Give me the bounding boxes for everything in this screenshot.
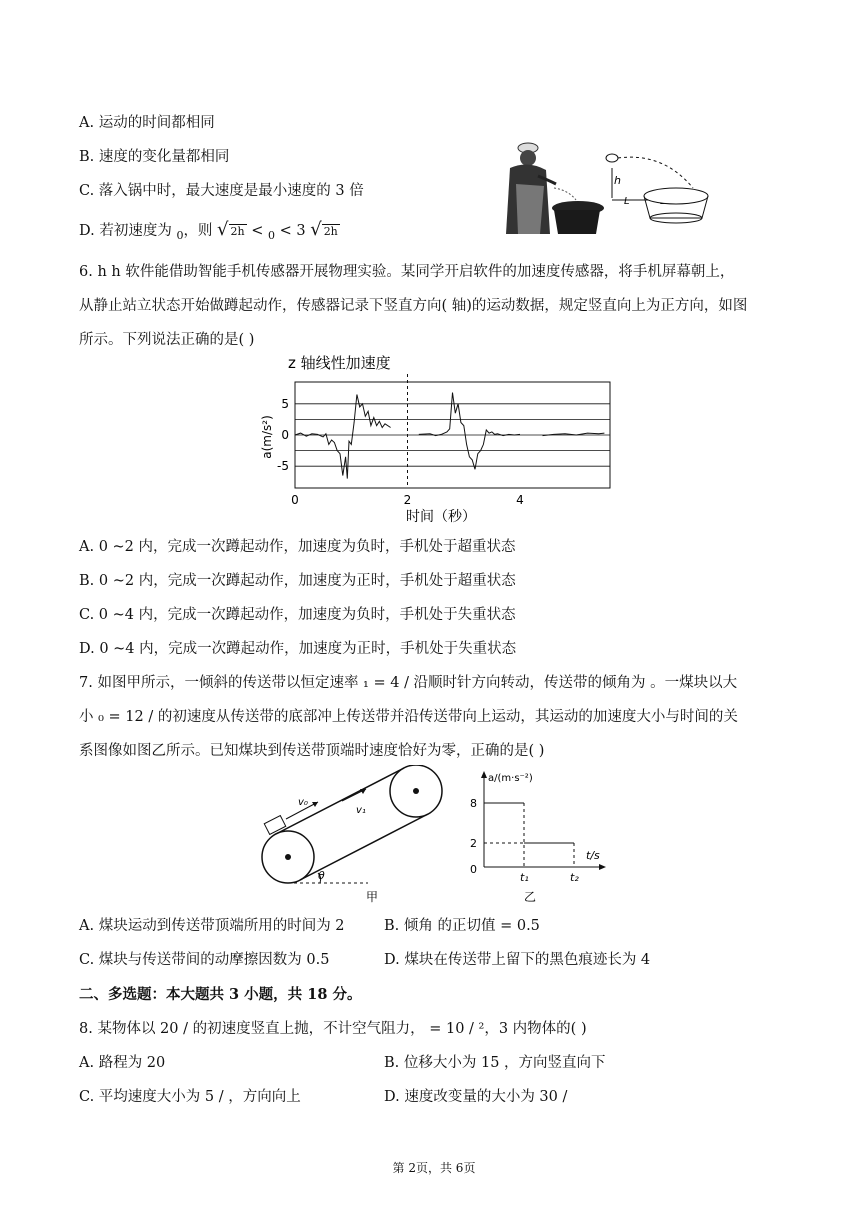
q8-option-a: A. 路程为 20 bbox=[79, 1055, 166, 1071]
q7-option-c: C. 煤块与传送带间的动摩擦因数为 0.5 bbox=[79, 952, 330, 968]
section-heading: 二、多选题：本大题共 3 小题，共 18 分。 bbox=[79, 986, 362, 1003]
q5-d-root1: 2h bbox=[230, 225, 245, 238]
graph-xlabel: t/s bbox=[586, 849, 600, 862]
q6-option-c: C. 0 ~4 内，完成一次蹲起动作，加速度为负时，手机处于失重状态 bbox=[79, 607, 516, 623]
tick-0: 0 bbox=[470, 863, 477, 876]
q7-option-a: A. 煤块运动到传送带顶端所用的时间为 2 bbox=[79, 918, 345, 934]
caption-jia: 甲 bbox=[366, 890, 379, 904]
chart-ticks bbox=[277, 397, 524, 507]
q7-option-d: D. 煤块在传送带上留下的黑色痕迹长为 4 bbox=[384, 952, 651, 968]
q7-line2: 小 ₀ = 12 / 的初速度从传送带的底部冲上传送带并沿传送带向上运动，其运动的加速度大小与时间的关 bbox=[79, 709, 738, 725]
q5-option-a: A. 运动的时间都相同 bbox=[79, 115, 215, 131]
chart-title: z 轴线性加速度 bbox=[288, 354, 391, 372]
q5-d-lt: < bbox=[251, 223, 264, 239]
trajectory-diagram bbox=[606, 154, 708, 223]
q6-line3: 所示。下列说法正确的是( ) bbox=[79, 332, 255, 348]
tick-2: 2 bbox=[470, 837, 477, 850]
label-v0: v₀ bbox=[298, 797, 308, 808]
graph-ylabel: a/(m·s⁻²) bbox=[488, 773, 533, 784]
tick-8: 8 bbox=[470, 797, 477, 810]
q7-option-b: B. 倾角 的正切值 = 0.5 bbox=[384, 918, 540, 934]
q8-line1: 8. 某物体以 20 / 的初速度竖直上抛，不计空气阻力， = 10 / ²，3 内物体的( ) bbox=[79, 1021, 587, 1037]
x-tick-label: 4 bbox=[516, 493, 524, 507]
q6-option-d: D. 0 ~4 内，完成一次蹲起动作，加速度为正时，手机处于失重状态 bbox=[79, 641, 517, 657]
label-theta: θ bbox=[318, 869, 325, 882]
label-L1: L bbox=[624, 196, 630, 207]
q8-option-c: C. 平均速度大小为 5 / ，方向向上 bbox=[79, 1089, 301, 1105]
q5-d-mid: ，则 bbox=[183, 223, 213, 239]
tick-t1: t₁ bbox=[520, 871, 529, 884]
q5-d-prefix: D. 若初速度为 bbox=[79, 223, 172, 239]
q5-option-d: D. 若初速度为 $_0$，则 √ 2h < $_0$ < 3 √ 2h bbox=[79, 219, 338, 242]
y-tick-label: 5 bbox=[281, 396, 289, 411]
q8-option-d: D. 速度改变量的大小为 30 / bbox=[384, 1089, 568, 1105]
q6-option-a: A. 0 ~2 内，完成一次蹲起动作，加速度为负时，手机处于超重状态 bbox=[79, 539, 516, 555]
q7-line1: 7. 如图甲所示，一倾斜的传送带以恒定速率 ₁ = 4 / 沿顺时针方向转动，传送带的倾角为 。一煤块以大 bbox=[79, 675, 738, 691]
q6-option-b: B. 0 ~2 内，完成一次蹲起动作，加速度为正时，手机处于超重状态 bbox=[79, 573, 516, 589]
tick-t2: t₂ bbox=[570, 871, 579, 884]
q5-option-b: B. 速度的变化量都相同 bbox=[79, 149, 230, 165]
x-tick-label: 0 bbox=[291, 493, 299, 507]
q5-d-v0: 0 bbox=[176, 228, 184, 242]
caption-yi: 乙 bbox=[524, 890, 537, 904]
q5-figure bbox=[488, 136, 718, 238]
q5-d-lt3: < 3 bbox=[279, 223, 306, 239]
q6-line1: 6. h h 软件能借助智能手机传感器开展物理实验。某同学开启软件的加速度传感器，将手机屏幕朝上， bbox=[79, 264, 735, 280]
q8-option-b: B. 位移大小为 15 ，方向竖直向下 bbox=[384, 1055, 606, 1071]
y-tick-label: -5 bbox=[277, 459, 289, 474]
q5-d-root2: 2h bbox=[323, 225, 338, 238]
page-footer: 第 2页，共 6页 bbox=[392, 1161, 476, 1175]
x-tick-label: 2 bbox=[403, 493, 412, 507]
a-t-graph bbox=[462, 765, 612, 905]
chart-xlabel: 时间（秒） bbox=[406, 509, 476, 525]
q5-option-c: C. 落入锅中时，最大速度是最小速度的 3 倍 bbox=[79, 183, 364, 199]
series-line bbox=[295, 393, 604, 479]
q7-line3: 系图像如图乙所示。已知煤块到传送带顶端时速度恰好为零，正确的是( ) bbox=[79, 743, 545, 759]
acceleration-chart bbox=[255, 350, 620, 530]
q5-d-v0b: 0 bbox=[268, 228, 275, 242]
y-tick-label: 0 bbox=[281, 428, 289, 442]
conveyor-figure bbox=[258, 765, 448, 905]
q6-line2: 从静止站立状态开始做蹲起动作，传感器记录下竖直方向( 轴)的运动数据，规定竖直向上为正方向，如图 bbox=[79, 298, 748, 314]
label-v1: v₁ bbox=[356, 805, 366, 816]
cook-illustration bbox=[506, 143, 604, 234]
chart-ylabel: a(m/s²) bbox=[260, 415, 274, 459]
label-h: h bbox=[614, 174, 621, 187]
